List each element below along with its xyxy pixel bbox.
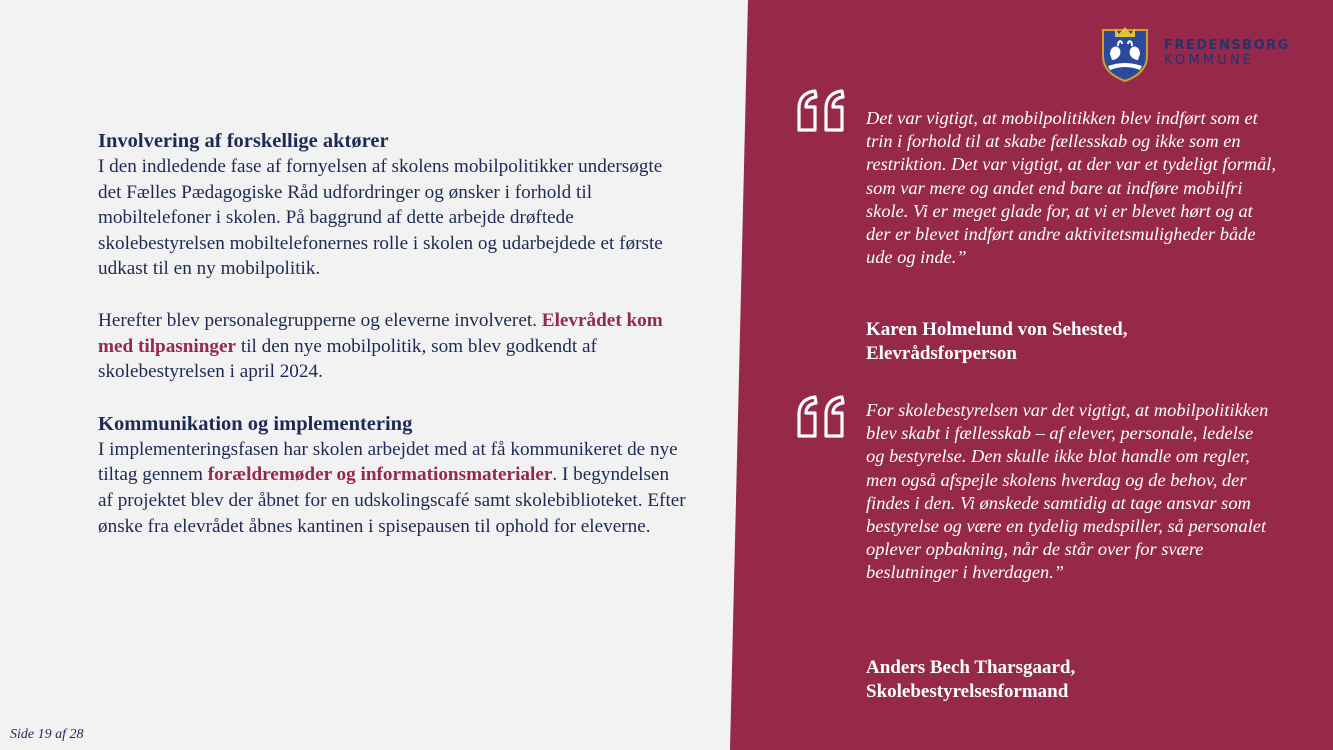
logo-wordmark <box>1164 38 1290 68</box>
quote-mark-icon <box>795 394 851 438</box>
section2-para-start: I implementeringsfasen har skolen arbejdet med at få kommunikeret de nye tiltag gennem <box>98 438 678 486</box>
quote2-author <box>866 656 1276 704</box>
section1-paragraph1: I den indledende fase af fornyelsen af skolens mobilpolitikker undersøgte det Fælles Pædagogiske Råd udfordringer og ønsker i forhold til mobiltelefoner i skolen. På baggrund af dette arbejde drøftede skolebestyrelsen mobiltelefonernes rolle i skolen og udarbejdede et første udkast til en ny mobilpolitik. <box>98 156 663 280</box>
section1-heading: Involvering af forskellige aktører <box>98 130 389 152</box>
quote-mark-icon <box>795 88 851 132</box>
left-text-column <box>98 128 688 565</box>
section1-paragraph2 <box>98 308 688 385</box>
section2-heading: Kommunikation og implementering <box>98 412 413 435</box>
page-number: Side 19 af 28 <box>10 727 84 742</box>
section1-para2-highlight: Elevrådet kom med tilpasninger <box>98 309 663 357</box>
quote2-author-name: Anders Bech Tharsgaard, <box>866 657 1076 678</box>
quote1-text: Det var vigtigt, at mobilpolitikken blev indført som et trin i forhold til at skabe fællesskab og ikke som en restriktion. Det var vigtigt, at der var et tydeligt formål, som var mere og andet end bare at indføre mobilfri skole. Vi er meget glade for, at vi er blevet hørt og at der er blevet indført andre aktivitetsmuligheder både ude og inde.” <box>866 108 1276 268</box>
logo-line1: FREDENSBORG <box>1164 38 1290 53</box>
section2-para-end: . I begyndelsen af projektet blev der åbnet for en udskolingscafé samt skolebiblioteket. Efter ønske fra elevrådet åbnes kantinen i spisepausen til ophold for eleverne. <box>98 464 686 537</box>
quote2-author-role: Skolebestyrelsesformand <box>866 681 1069 702</box>
fredensborg-logo <box>1100 24 1290 82</box>
section1-para2-start: Herefter blev personalegrupperne og eleverne involveret. <box>98 309 537 331</box>
quote2-text: For skolebestyrelsen var det vigtigt, at mobilpolitikken blev skabt i fællesskab – af elever, personale, ledelse og bestyrelse. Den skulle ikke blot handle om regler, men også afspejle skolens hverdag og de behov, der findes i den. Vi ønskede samtidig at tage ansvar som bestyrelse og være en tydelig medspiller, så personalet oplever opbakning, når de står over for svære beslutninger i hverdagen.” <box>866 400 1269 583</box>
quote1-author <box>866 318 1276 366</box>
quote1-author-role: Elevrådsforperson <box>866 343 1017 364</box>
section1-para2-end: til den nye mobilpolitik, som blev godkendt af skolebestyrelsen i april 2024. <box>98 335 597 383</box>
coat-of-arms-icon <box>1100 24 1150 82</box>
section2-para-highlight: forældremøder og informationsmaterialer <box>207 464 553 486</box>
logo-line2: KOMMUNE <box>1164 53 1255 68</box>
quote1-author-name: Karen Holmelund von Sehested, <box>866 319 1128 340</box>
section2-paragraph <box>98 437 688 539</box>
